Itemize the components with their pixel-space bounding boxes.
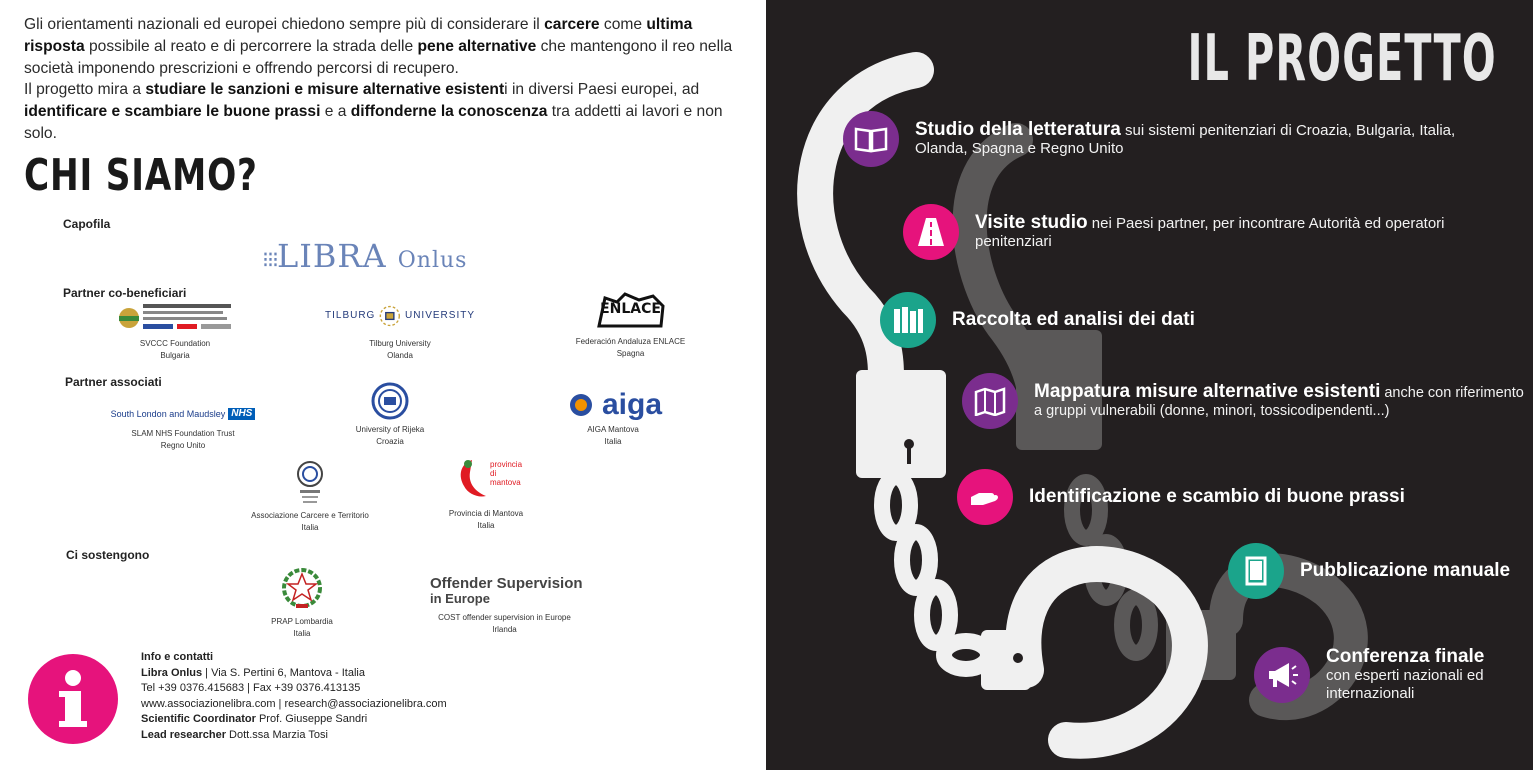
- contact-address: | Via S. Pertini 6, Mantova - Italia: [202, 666, 365, 679]
- step-title: Mappatura misure alternative esistenti: [1034, 380, 1381, 402]
- svccc-country: Bulgaria: [160, 351, 190, 360]
- act-country: Italia: [301, 523, 319, 532]
- step-pubblicazione: [1228, 543, 1533, 599]
- step-identificazione: [957, 469, 1517, 525]
- intro-text-part: Il progetto mira a: [24, 81, 146, 99]
- svccc-caption: SVCCC Foundation: [139, 339, 211, 348]
- tilburg-country: Olanda: [387, 351, 413, 360]
- step-title: Identificazione e scambio di buone prassi: [1029, 485, 1405, 507]
- book-icon: [843, 111, 899, 167]
- step-title: Visite studio: [975, 211, 1088, 233]
- map-icon: [962, 373, 1018, 429]
- tilburg-word-right: UNIVERSITY: [404, 310, 475, 321]
- libra-logo: [262, 237, 467, 275]
- step-raccolta-dati: [880, 292, 1480, 348]
- mantova-logo-text2: di mantova: [490, 469, 521, 487]
- chi-siamo-heading: CHI SIAMO?: [24, 150, 258, 201]
- mantova-logo-icon: [454, 456, 490, 502]
- right-panel: [766, 0, 1533, 770]
- intro-bold: pene alternative: [417, 37, 537, 55]
- step-visite-studio: [903, 204, 1513, 260]
- rijeka-caption: University of Rijeka: [355, 425, 425, 434]
- step-mappatura: [962, 373, 1527, 429]
- libra-dots-icon: ⁝⁝⁝: [262, 248, 277, 273]
- contact-phone: Tel +39 0376.415683 | Fax +39 0376.413135: [141, 682, 361, 694]
- intro-text-part: Gli orientamenti nazionali ed europei chiedono sempre più di considerare il: [24, 16, 545, 33]
- mantova-logo-text: provincia: [490, 460, 523, 469]
- binders-icon: [880, 292, 936, 348]
- step-desc: sui sistemi penitenziari di Croazia, Bulgaria, Italia, Olanda, Spagna e Regno Unito: [915, 121, 1456, 157]
- act-logo-icon: [294, 460, 326, 506]
- slam-country: Regno Unito: [160, 441, 206, 450]
- aiga-country: Italia: [604, 437, 622, 446]
- manual-icon: [1228, 543, 1284, 599]
- tilburg-crest-icon: [379, 300, 401, 332]
- enlace-country: Spagna: [616, 349, 645, 358]
- section-capofila: Capofila: [63, 217, 111, 231]
- rijeka-seal-icon: [371, 382, 409, 420]
- mantova-country: Italia: [477, 521, 495, 530]
- left-panel: [0, 0, 766, 770]
- step-title: Pubblicazione manuale: [1300, 559, 1511, 581]
- intro-bold: carcere: [544, 16, 600, 33]
- logo-enlace: [568, 292, 693, 360]
- prap-country: Italia: [293, 629, 311, 638]
- slam-logo-text: South London and Maudsley: [110, 409, 226, 419]
- cost-country: Irlanda: [492, 625, 517, 634]
- contact-coord-label: Scientific Coordinator: [141, 713, 256, 725]
- road-icon: [903, 204, 959, 260]
- logo-svccc: [105, 302, 245, 362]
- act-caption: Associazione Carcere e Territorio: [251, 511, 369, 520]
- contact-org: Libra Onlus: [141, 666, 203, 679]
- slam-caption: SLAM NHS Foundation Trust: [131, 429, 235, 438]
- step-title: Conferenza finale: [1326, 645, 1485, 667]
- contact-title: Info e contatti: [141, 651, 214, 663]
- enlace-logo-text: ENLACE: [600, 301, 661, 317]
- section-partner-associati: Partner associati: [65, 375, 162, 389]
- step-title: Studio della letteratura: [915, 118, 1121, 140]
- contact-lead-name: Dott.ssa Marzia Tosi: [226, 728, 328, 741]
- step-title: Raccolta ed analisi dei dati: [952, 308, 1195, 330]
- tilburg-word-left: TILBURG: [325, 310, 376, 321]
- intro-text-part: tra addetti ai lavori e non solo.: [24, 103, 723, 142]
- intro-text-part: e a: [320, 103, 351, 121]
- step-conferenza: [1254, 647, 1524, 703]
- aiga-swirl-icon: [564, 392, 598, 418]
- cost-logo-text: Offender Supervision: [430, 575, 583, 592]
- intro-text: [24, 14, 754, 145]
- intro-bold: ultima risposta: [24, 16, 693, 55]
- libra-logo-sub: Onlus: [397, 248, 468, 273]
- tilburg-caption: Tilburg University: [369, 339, 431, 348]
- rijeka-country: Croazia: [376, 437, 404, 446]
- contact-lead-label: Lead researcher: [141, 728, 226, 741]
- contact-coord-name: Prof. Giuseppe Sandri: [255, 713, 368, 725]
- aiga-caption: AIGA Mantova: [587, 425, 639, 434]
- step-desc: con esperti nazionali ed internazionali: [1326, 666, 1484, 702]
- logo-mantova: [436, 456, 536, 532]
- cost-caption: COST offender supervision in Europe: [438, 613, 571, 622]
- intro-text-part: che mantengono il reo nella società imponendo prescrizioni e offrendo percorsi di recupero.: [24, 37, 733, 77]
- logo-tilburg: [325, 298, 475, 362]
- section-partner-cobeneficiari: Partner co-beneficiari: [63, 286, 187, 300]
- intro-text-part: i in diversi Paesi europei, ad: [504, 81, 700, 99]
- megaphone-icon: [1254, 647, 1310, 703]
- intro-bold: studiare le sanzioni e misure alternative esistent: [145, 81, 505, 99]
- intro-text-part: possibile al reato e di percorrere la strada delle: [84, 37, 418, 55]
- prap-caption: PRAP Lombardia: [271, 617, 333, 626]
- contact-web[interactable]: www.associazionelibra.com | research@associazionelibra.com: [141, 697, 447, 710]
- contact-info: [141, 650, 447, 743]
- logo-rijeka: [340, 382, 440, 448]
- step-studio-letteratura: [843, 111, 1503, 167]
- logo-carcere-territorio: [240, 460, 380, 534]
- section-ci-sostengono: Ci sostengono: [66, 548, 150, 562]
- logo-cost: [422, 576, 587, 636]
- aiga-logo-text: aiga: [601, 388, 663, 421]
- info-icon: [28, 654, 118, 744]
- intro-bold: identificare e scambiare le buone prassi: [24, 103, 321, 121]
- mantova-caption: Provincia di Mantova: [448, 509, 524, 518]
- svccc-logo-icon: [115, 302, 235, 334]
- step-desc: anche con riferimento a gruppi vulnerabili (donne, minori, tossicodipendenti...): [1034, 384, 1524, 419]
- logo-prap: [257, 566, 347, 640]
- intro-bold: diffonderne la conoscenza: [350, 103, 548, 121]
- enlace-caption: Federación Andaluza ENLACE: [575, 337, 686, 346]
- intro-text-part: come: [599, 16, 647, 33]
- hand-icon: [957, 469, 1013, 525]
- logo-slam: [108, 404, 258, 452]
- libra-logo-main: LIBRA: [276, 237, 387, 275]
- nhs-badge: NHS: [228, 408, 255, 420]
- step-desc: nei Paesi partner, per incontrare Autorità ed operatori penitenziari: [975, 214, 1445, 250]
- italian-emblem-icon: [282, 566, 322, 612]
- cost-logo-text2: in Europe: [430, 591, 490, 606]
- project-title: IL PROGETTO: [1187, 22, 1497, 96]
- logo-aiga: [538, 390, 688, 448]
